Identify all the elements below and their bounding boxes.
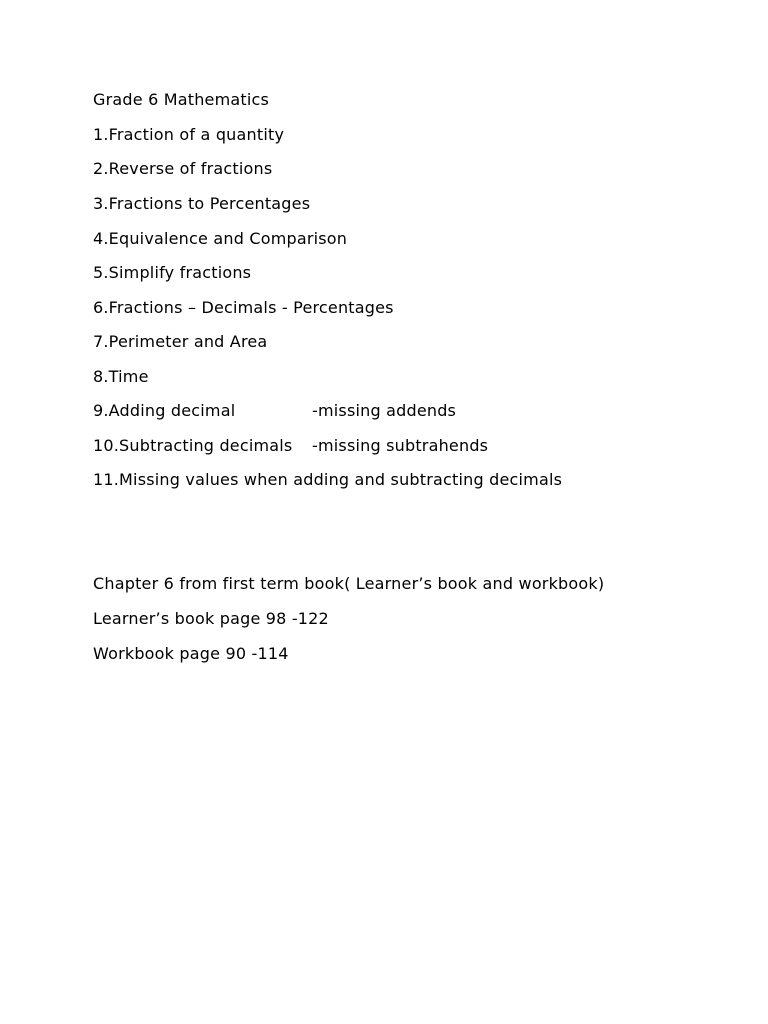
reference-line: Learner’s book page 98 -122 bbox=[93, 609, 329, 628]
topic-label: 10.Subtracting decimals bbox=[93, 436, 293, 455]
topic-note: -missing subtrahends bbox=[312, 436, 489, 455]
topic-item: 6.Fractions – Decimals - Percentages bbox=[93, 298, 394, 317]
topic-item: 2.Reverse of fractions bbox=[93, 159, 273, 178]
topic-item: 8.Time bbox=[93, 367, 149, 386]
topic-item: 3.Fractions to Percentages bbox=[93, 194, 311, 213]
topic-item-with-note bbox=[93, 436, 693, 456]
topic-item: 7.Perimeter and Area bbox=[93, 332, 268, 351]
reference-line: Workbook page 90 -114 bbox=[93, 644, 289, 663]
topic-item: 5.Simplify fractions bbox=[93, 263, 252, 282]
topic-note: -missing addends bbox=[312, 401, 457, 420]
topic-item: 11.Missing values when adding and subtracting decimals bbox=[93, 470, 563, 489]
reference-line: Chapter 6 from first term book( Learner’s book and workbook) bbox=[93, 574, 605, 593]
topic-item-with-note bbox=[93, 401, 693, 421]
document-title: Grade 6 Mathematics bbox=[93, 90, 270, 109]
topic-item: 1.Fraction of a quantity bbox=[93, 125, 285, 144]
topic-item: 4.Equivalence and Comparison bbox=[93, 229, 348, 248]
topic-label: 9.Adding decimal bbox=[93, 401, 236, 420]
